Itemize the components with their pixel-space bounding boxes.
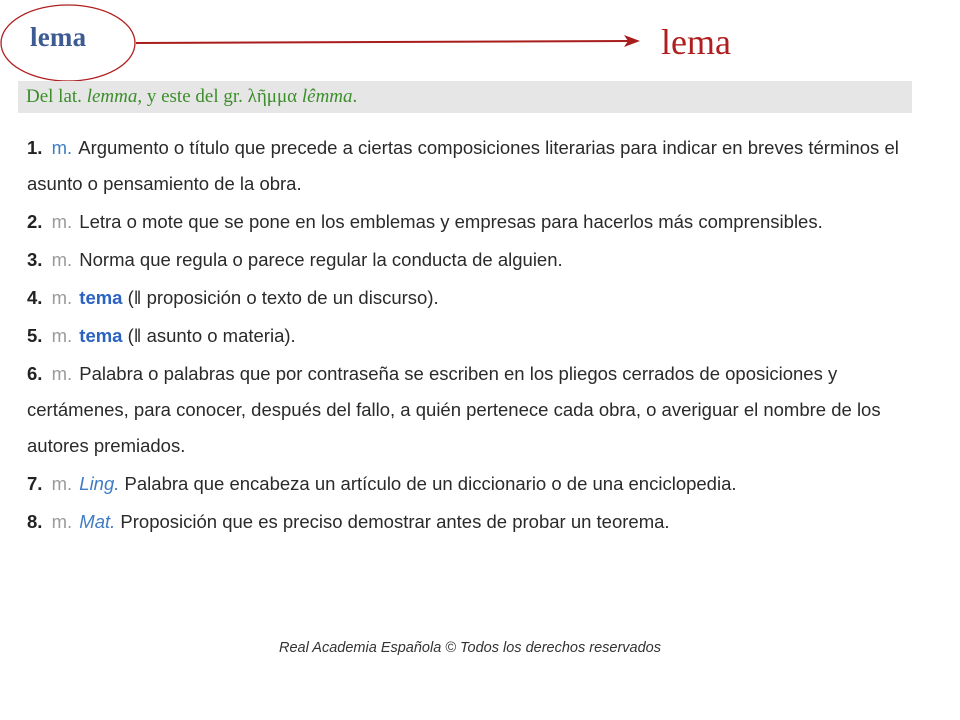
sense-text: (‖ proposición o texto de un discurso). (127, 287, 439, 308)
sense-2 (27, 204, 917, 240)
etymology-prefix: Del lat. (26, 86, 87, 107)
sense-link-tema[interactable]: tema (79, 325, 123, 346)
sense-number: 1. (27, 137, 43, 158)
sense-7 (27, 466, 917, 502)
etymology-middle: , y este del gr. (137, 86, 248, 107)
sense-3 (27, 242, 917, 278)
sense-abbr: m. (51, 137, 73, 158)
etymology (18, 81, 912, 113)
sense-number: 8. (27, 511, 43, 532)
sense-number: 3. (27, 249, 43, 270)
sense-4 (27, 280, 917, 316)
sense-1 (27, 130, 917, 202)
sense-abbr: m. (51, 363, 73, 384)
sense-number: 6. (27, 363, 43, 384)
sense-text: (‖ asunto o materia). (127, 325, 296, 346)
sense-field-mat: Mat. (79, 511, 116, 532)
etymology-greek: λῆμμα (247, 86, 298, 107)
sense-5 (27, 318, 917, 354)
sense-text: Palabra o palabras que por contraseña se escriben en los pliegos cerrados de oposiciones y certámenes, para conocer, después del fallo, a quién pertenece cada obra, o averiguar el nombre de los autores premiados. (27, 363, 881, 456)
sense-text: Palabra que encabeza un artículo de un diccionario o de una enciclopedia. (124, 473, 737, 494)
senses-list (27, 130, 917, 542)
sense-abbr: m. (51, 249, 73, 270)
sense-abbr: m. (51, 325, 73, 346)
sense-abbr: m. (51, 211, 73, 232)
sense-number: 4. (27, 287, 43, 308)
sense-field-ling: Ling. (79, 473, 120, 494)
sense-abbr: m. (51, 511, 73, 532)
sense-abbr: m. (51, 287, 73, 308)
headword: lema (30, 22, 87, 52)
etymology-translit: lêmma (301, 86, 353, 107)
etymology-latin: lemma (86, 86, 138, 107)
sense-text: Proposición que es preciso demostrar antes de probar un teorema. (120, 511, 670, 532)
sense-text: Norma que regula o parece regular la conducta de alguien. (79, 249, 563, 270)
sense-text: Letra o mote que se pone en los emblemas y empresas para hacerlos más comprensibles. (79, 211, 823, 232)
annotation-arrow-line (136, 41, 630, 43)
annotation-arrow-head (624, 35, 640, 47)
sense-number: 2. (27, 211, 43, 232)
sense-8 (27, 504, 917, 540)
sense-abbr: m. (51, 473, 73, 494)
etymology-end: . (352, 86, 358, 107)
sense-6 (27, 356, 917, 464)
copyright-footer: Real Academia Española © Todos los derechos reservados (279, 640, 661, 656)
sense-number: 5. (27, 325, 43, 346)
sense-text: Argumento o título que precede a ciertas composiciones literarias para indicar en breves términos el asunto o pensamiento de la obra. (27, 137, 899, 194)
annotation-label: lema (661, 22, 731, 62)
sense-number: 7. (27, 473, 43, 494)
sense-link-tema[interactable]: tema (79, 287, 123, 308)
